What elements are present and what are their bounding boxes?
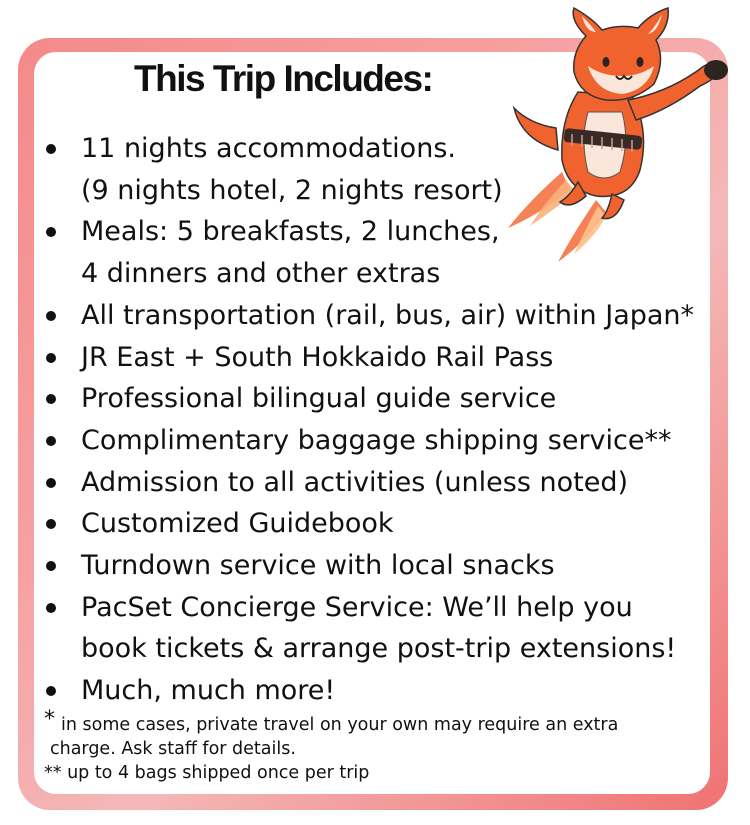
- list-item: [46, 587, 694, 670]
- bullet-icon: [46, 686, 56, 696]
- bullet-icon: [46, 227, 56, 237]
- list-item-text: Much, much more!: [81, 675, 336, 707]
- list-item-text-continued: (9 nights hotel, 2 nights resort): [81, 174, 503, 206]
- list-item-text: Professional bilingual guide service: [81, 383, 557, 415]
- bullet-icon: [46, 478, 56, 488]
- bullet-icon: [46, 561, 56, 571]
- list-item-text: PacSet Concierge Service: We’ll help you: [81, 591, 633, 623]
- footnote-baggage: ** up to 4 bags shipped once per trip: [44, 763, 370, 783]
- footnote-text: in some cases, private travel on your own may require an extra: [61, 715, 619, 735]
- footnote-asterisk: *: [44, 707, 55, 732]
- list-item-text: Meals: 5 breakfasts, 2 lunches,: [81, 216, 500, 248]
- list-item-text: Customized Guidebook: [81, 508, 394, 540]
- footnote-transport: [44, 708, 618, 737]
- list-item: [46, 503, 694, 545]
- list-item: [46, 462, 694, 504]
- list-item-text: Admission to all activities (unless noted): [81, 466, 629, 498]
- bullet-icon: [46, 603, 56, 613]
- list-item: [46, 545, 694, 587]
- list-item-text-continued: 4 dinners and other extras: [81, 258, 441, 290]
- bullet-icon: [46, 353, 56, 363]
- list-item-text-continued: book tickets & arrange post-trip extensions!: [81, 633, 677, 665]
- list-item-text: Complimentary baggage shipping service**: [81, 424, 672, 456]
- list-item: [46, 295, 694, 337]
- list-item-text: 11 nights accommodations.: [81, 133, 456, 164]
- bullet-icon: [46, 436, 56, 446]
- list-item-text: Turndown service with local snacks: [81, 550, 555, 582]
- bullet-icon: [46, 144, 56, 154]
- list-item: [46, 670, 694, 712]
- bullet-icon: [46, 311, 56, 321]
- bullet-icon: [46, 519, 56, 529]
- flying-fox-mascot-icon: [500, 0, 750, 270]
- list-item: [46, 378, 694, 420]
- list-item: [46, 420, 694, 462]
- footnote-text-continued: charge. Ask staff for details.: [50, 739, 296, 759]
- list-item-text: JR East + South Hokkaido Rail Pass: [81, 341, 554, 373]
- bullet-icon: [46, 394, 56, 404]
- list-item-text: All transportation (rail, bus, air) within Japan*: [81, 299, 695, 331]
- list-item: [46, 337, 694, 379]
- footnotes: [44, 708, 618, 785]
- heading-title: This Trip Includes:: [134, 58, 433, 99]
